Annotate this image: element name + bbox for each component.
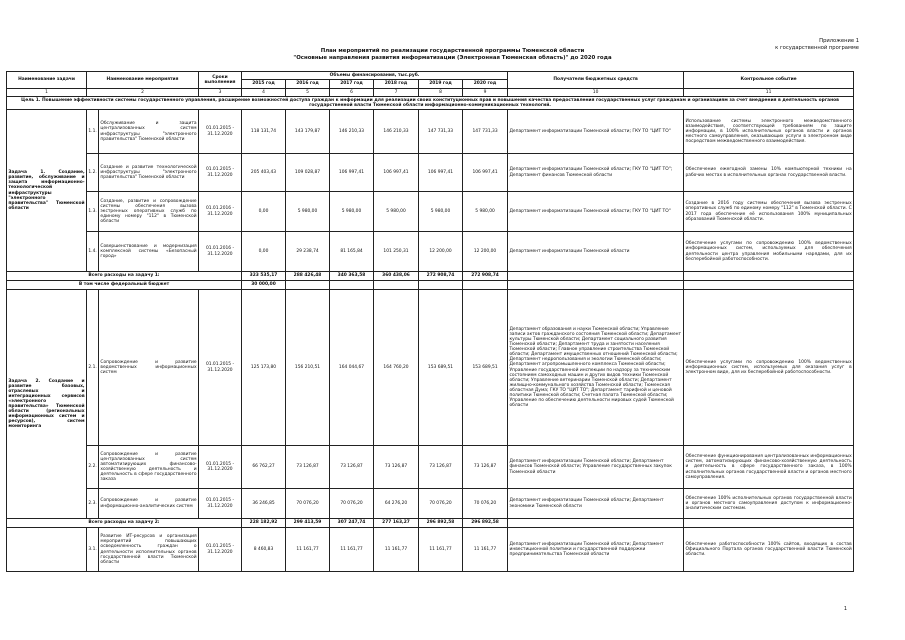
row-number: 2.3. — [87, 489, 99, 519]
table-row — [7, 528, 854, 572]
header-task: Наименование задачи — [7, 72, 87, 89]
header-row-1 — [7, 72, 854, 80]
header-result: Контрольное событие — [684, 72, 854, 89]
total-label: Всего расходы на задачу 2: — [7, 519, 242, 528]
recipients-cell: Департамент информатизации Тюменской области; Департамент экономики Тюменской области — [508, 489, 684, 519]
header-term: Сроки выполнения — [199, 72, 242, 89]
term-cell: 01.01.2016 - 31.12.2020 — [199, 232, 242, 272]
empty-cell — [374, 281, 419, 290]
header-year: 2018 год — [374, 80, 419, 89]
activity-name: Создание и развитие технологической инфраструктуры "электронного правительства" Тюменской области — [99, 154, 199, 192]
total-cell: 360 438,06 — [374, 272, 419, 281]
page-number: 1 — [843, 606, 847, 612]
appendix-line-1: Приложение 1 — [819, 38, 859, 44]
federal-label: В том числе федеральный бюджет — [7, 281, 242, 290]
term-cell: 01.01.2015 - 31.12.2020 — [199, 110, 242, 154]
value-cell: 5 980,00 — [330, 192, 374, 232]
goal-row — [7, 97, 854, 110]
empty-cell — [330, 281, 374, 290]
value-cell: 73 126,87 — [330, 446, 374, 489]
value-cell: 125 173,80 — [242, 290, 286, 446]
empty-cell — [463, 281, 508, 290]
empty-cell — [508, 519, 684, 528]
value-cell: 11 161,77 — [286, 528, 330, 572]
term-cell: 01.01.2015 - 31.12.2020 — [199, 489, 242, 519]
value-cell: 29 238,74 — [286, 232, 330, 272]
value-cell: 106 997,41 — [419, 154, 463, 192]
value-cell: 156 210,51 — [286, 290, 330, 446]
table-row — [7, 154, 854, 192]
empty-cell — [286, 281, 330, 290]
row-number: 3.1. — [87, 528, 99, 572]
column-number: 11 — [684, 89, 854, 97]
term-cell: 01.01.2016 - 31.12.2020 — [199, 192, 242, 232]
value-cell: 5 980,00 — [286, 192, 330, 232]
value-cell: 11 161,77 — [374, 528, 419, 572]
total-cell: 272 908,74 — [419, 272, 463, 281]
task-2-total-row — [7, 519, 854, 528]
recipients-cell: Департамент информатизации Тюменской области; Департамент инвестиционной политики и государственной поддержки предпринимательства Тюменской области — [508, 528, 684, 572]
recipients-cell: Департамент образования и науки Тюменской области; Управление записи актов гражданского состояния Тюменской области; Департамент культуры Тюменской области; Департамент социального развития Тюменской области; Департамент труда и занятости населения Тюменской области; Главное управление строительства Тюменской области; Департамент имущественных отношений Тюменской области; Департамент недропользования и экологии Тюменской области; Департамент агропромышленного комплекса Тюменской области; Управление государственной инспекции по надзору за техническим состоянием самоходных машин и других видов техники Тюменской области; Управление ветеринарии Тюменской области; Департамент жилищно-коммунального хозяйства Тюменской области; Тюменская областная Дума; ГКУ ТО "ЦИТ ТО"; Департамент тарифной и ценовой политики Тюменской области; Счетная палата Тюменской области; Управление по обеспечению деятельности мировых судей Тюменской области — [508, 290, 684, 446]
value-cell: 11 161,77 — [419, 528, 463, 572]
document-title — [0, 48, 905, 61]
value-cell: 205 403,43 — [242, 154, 286, 192]
value-cell: 66 762,27 — [242, 446, 286, 489]
value-cell: 143 179,87 — [286, 110, 330, 154]
task-1-total-row — [7, 272, 854, 281]
activity-name: Обслуживание и защита централизованных систем инфраструктуры "электронного правительства" Тюменской области — [99, 110, 199, 154]
column-number: 1 — [7, 89, 87, 97]
value-cell: 73 126,87 — [374, 446, 419, 489]
value-cell: 0,00 — [242, 192, 286, 232]
recipients-cell: Департамент информатизации Тюменской области; ГКУ ТО "ЦИТ ТО"; Департамент финансов Тюменской области — [508, 154, 684, 192]
empty-cell — [684, 519, 854, 528]
column-number: 9 — [463, 89, 508, 97]
total-cell: 277 163,27 — [374, 519, 419, 528]
row-number: 1.1. — [87, 110, 99, 154]
empty-cell — [7, 528, 87, 572]
total-cell: 299 413,59 — [286, 519, 330, 528]
activity-name: Совершенствование и модернизация комплексной системы «Безопасный город» — [99, 232, 199, 272]
value-cell: 70 076,20 — [463, 489, 508, 519]
federal-budget-row — [7, 281, 854, 290]
column-number: 10 — [508, 89, 684, 97]
empty-cell — [684, 272, 854, 281]
total-cell: 272 908,74 — [463, 272, 508, 281]
header-recipients: Получатели бюджетных средств — [508, 72, 684, 89]
column-number: 3 — [199, 89, 242, 97]
value-cell: 70 076,20 — [330, 489, 374, 519]
table-row — [7, 446, 854, 489]
activity-name: Развитие ИТ-ресурсов и организация мероприятий повышающих осведомленность граждан о деятельности исполнительных органов государственной власти Тюменской области — [99, 528, 199, 572]
value-cell: 73 126,87 — [463, 446, 508, 489]
table-row — [7, 110, 854, 154]
total-cell: 288 426,48 — [286, 272, 330, 281]
value-cell: 101 250,31 — [374, 232, 419, 272]
value-cell: 164 760,20 — [374, 290, 419, 446]
header-year: 2020 год — [463, 80, 508, 89]
row-number: 2.1. — [87, 290, 99, 446]
row-number: 1.4. — [87, 232, 99, 272]
value-cell: 12 200,00 — [463, 232, 508, 272]
column-number: 5 — [286, 89, 330, 97]
empty-cell — [508, 281, 684, 290]
header-year: 2017 год — [330, 80, 374, 89]
term-cell: 01.01.2015 - 31.12.2020 — [199, 154, 242, 192]
header-year: 2019 год — [419, 80, 463, 89]
value-cell: 153 689,51 — [463, 290, 508, 446]
row-number: 1.2. — [87, 154, 99, 192]
table-row — [7, 290, 854, 446]
value-cell: 81 165,84 — [330, 232, 374, 272]
value-cell: 5 980,00 — [463, 192, 508, 232]
value-cell: 106 997,41 — [330, 154, 374, 192]
header-year: 2015 год — [242, 80, 286, 89]
result-cell: Создание в 2016 году системы обеспечения вызова экстренных оперативных служб по единому номеру "112" в Тюменской области. С 2017 года обеспечение её использования 100% муниципальных образований Тюменской области. — [684, 192, 854, 232]
header-funding: Объемы финансирования, тыс.руб. — [242, 72, 508, 80]
value-cell: 11 161,77 — [330, 528, 374, 572]
value-cell: 5 980,00 — [374, 192, 419, 232]
activity-name: Сопровождение и развитие централизованных систем автоматизирующих финансово-хозяйственную деятельность и деятельность в сфере государственного заказа — [99, 446, 199, 489]
federal-value: 30 000,00 — [242, 281, 286, 290]
task-1-name: Задача 1. Создание, развитие, обслуживание и защита информационно-технологической инфраструктуры "электронного правительства" Тюменской области — [7, 110, 87, 272]
value-cell: 64 276,20 — [374, 489, 419, 519]
total-cell: 228 182,92 — [242, 519, 286, 528]
empty-cell — [684, 281, 854, 290]
appendix-line-2: к государственной программе — [775, 44, 859, 51]
empty-cell — [419, 281, 463, 290]
column-number: 4 — [242, 89, 286, 97]
value-cell: 146 210,33 — [374, 110, 419, 154]
recipients-cell: Департамент информатизации Тюменской области; ГКУ ТО "ЦИТ ТО" — [508, 110, 684, 154]
term-cell: 01.01.2015 - 31.12.2020 — [199, 528, 242, 572]
value-cell: 5 980,00 — [419, 192, 463, 232]
value-cell: 0,00 — [242, 232, 286, 272]
table-row — [7, 192, 854, 232]
recipients-cell: Департамент информатизации Тюменской области; Департамент финансов Тюменской области; Управление государственных закупок Тюменской области — [508, 446, 684, 489]
total-cell: 296 892,58 — [463, 519, 508, 528]
value-cell: 153 689,51 — [419, 290, 463, 446]
goal-text: Цель 1. Повышение эффективности системы государственного управления, расширение возможностей доступа граждан к информации для реализации своих конституционных прав и повышения качества предоставления государственных услуг гражданам и организациям за счет внедрения в деятельность органов государственной власти Тюменской области информационно-коммуникационных технологий. — [7, 97, 854, 110]
table-row — [7, 489, 854, 519]
value-cell: 73 126,87 — [419, 446, 463, 489]
header-activity: Наименование мероприятия — [87, 72, 199, 89]
value-cell: 73 126,87 — [286, 446, 330, 489]
value-cell: 11 161,77 — [463, 528, 508, 572]
column-number: 6 — [330, 89, 374, 97]
total-cell: 323 535,17 — [242, 272, 286, 281]
term-cell: 01.01.2015 - 31.12.2020 — [199, 290, 242, 446]
empty-cell — [508, 272, 684, 281]
total-label: Всего расходы на задачу 1: — [7, 272, 242, 281]
result-cell: Обеспечение работоспособности 100% сайтов, входящих в состав Официального Портала органов государственной власти Тюменской области. — [684, 528, 854, 572]
activity-name: Сопровождение и развитие ведомственных информационных систем — [99, 290, 199, 446]
value-cell: 36 246,85 — [242, 489, 286, 519]
activity-name: Создание, развитие и сопровождение системы обеспечения вызова экстренных оперативных служб по единому номеру "112" в Тюменской области — [99, 192, 199, 232]
column-number: 7 — [374, 89, 419, 97]
column-number: 2 — [87, 89, 199, 97]
value-cell: 146 210,33 — [330, 110, 374, 154]
value-cell: 109 028,87 — [286, 154, 330, 192]
result-cell: Обеспечение функционирования централизованных информационных систем, автоматизирующих финансово-хозяйственную деятельность и деятельность в сфере государственного заказа, в 100% исполнительных органов государственной власти и органов местного самоуправления. — [684, 446, 854, 489]
value-cell: 70 076,20 — [419, 489, 463, 519]
result-cell: Обеспечение услугами по сопровождению 100% ведомственных информационных систем, используемых для оказания услуг в электронном виде, для их бесперебойной работоспособности. — [684, 290, 854, 446]
value-cell: 118 131,74 — [242, 110, 286, 154]
task-2-name: Задача 2. Создание и развитие базовых, отраслевых и интеграционных сервисов «электронного правительства» Тюменской области (региональных информационных систем и ресурсов), систем мониторинга — [7, 290, 87, 519]
total-cell: 296 892,58 — [419, 519, 463, 528]
value-cell: 8 460,83 — [242, 528, 286, 572]
recipients-cell: Департамент информатизации Тюменской области — [508, 232, 684, 272]
result-cell: Обеспечение ежегодной замены 10% компьютерной техники на рабочих местах в исполнительных органах государственной власти. — [684, 154, 854, 192]
value-cell: 70 076,20 — [286, 489, 330, 519]
plan-table — [6, 71, 854, 572]
column-number-row — [7, 89, 854, 97]
title-line-2: "Основные направления развития информатизации (Электронная Тюменская область)" до 2020 года — [293, 54, 612, 61]
header-year: 2016 год — [286, 80, 330, 89]
value-cell: 147 731,33 — [419, 110, 463, 154]
result-cell: Использование системы электронного межведомственного взаимодействия, соответствующей требованиям по защите информации, в 100% исполнительных органов власти и органов местного самоуправления, оказывающих услуги в электронном виде посредством межведомственного взаимодействия. — [684, 110, 854, 154]
row-number: 2.2. — [87, 446, 99, 489]
value-cell: 12 200,00 — [419, 232, 463, 272]
row-number: 1.3. — [87, 192, 99, 232]
table-row — [7, 232, 854, 272]
result-cell: Обеспечение услугами по сопровождению 100% ведомственных информационных систем, используемых для обеспечения деятельности центра управления мобильными нарядами, для их бесперебойной работоспособности. — [684, 232, 854, 272]
term-cell: 01.01.2015 - 31.12.2020 — [199, 446, 242, 489]
title-line-1: План мероприятий по реализации государственной программы Тюменской области — [320, 48, 585, 54]
recipients-cell: Департамент информатизации Тюменской области; ГКУ ТО "ЦИТ ТО" — [508, 192, 684, 232]
result-cell: Обеспечение 100% исполнительных органов государственной власти и органов местного самоуправления доступом к информационно-аналитическим системам. — [684, 489, 854, 519]
value-cell: 106 997,41 — [374, 154, 419, 192]
total-cell: 307 247,74 — [330, 519, 374, 528]
value-cell: 147 731,33 — [463, 110, 508, 154]
value-cell: 106 997,41 — [463, 154, 508, 192]
activity-name: Сопровождение и развитие информационно-аналитических систем — [99, 489, 199, 519]
column-number: 8 — [419, 89, 463, 97]
value-cell: 164 044,67 — [330, 290, 374, 446]
total-cell: 340 363,58 — [330, 272, 374, 281]
